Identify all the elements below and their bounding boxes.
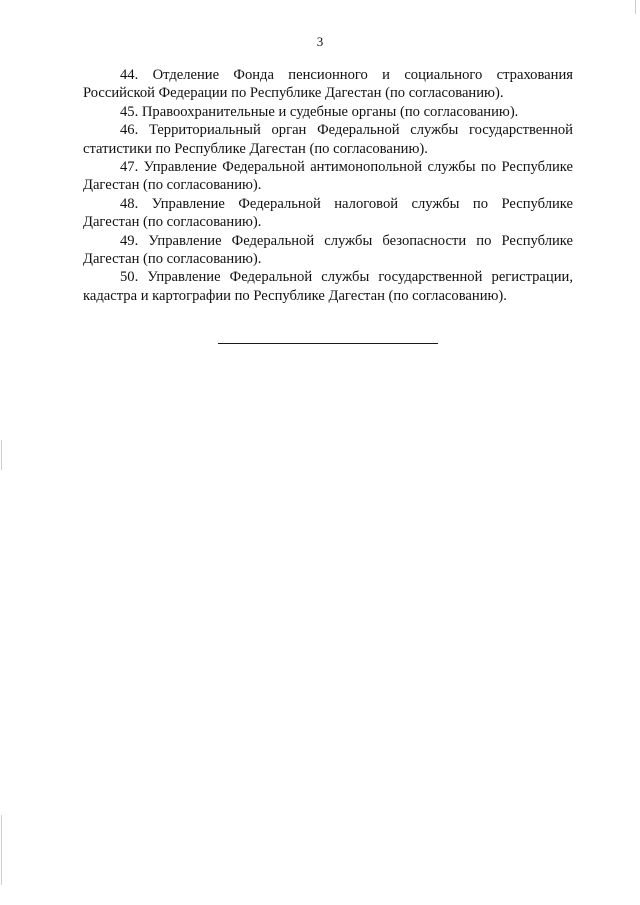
scan-edge-mark	[1, 440, 2, 470]
scan-edge-mark	[1, 815, 2, 885]
organization-list	[83, 66, 573, 305]
list-item: 46. Территориальный орган Федеральной службы государственной статистики по Республике Дагестан (по согласованию).	[83, 122, 573, 157]
list-item: 45. Правоохранительные и судебные органы (по согласованию).	[120, 103, 519, 120]
list-item: 44. Отделение Фонда пенсионного и социального страхования Российской Федерации по Республике Дагестан (по согласованию).	[83, 67, 573, 102]
page-number: 3	[316, 34, 324, 49]
list-item: 48. Управление Федеральной налоговой службы по Республике Дагестан (по согласованию).	[83, 195, 573, 231]
end-of-list-rule	[218, 343, 438, 344]
list-item: 49. Управление Федеральной службы безопасности по Республике Дагестан (по согласованию).	[83, 232, 573, 268]
list-item: 47. Управление Федеральной антимонопольной службы по Республике Дагестан (по согласованию).	[83, 159, 573, 194]
list-item: 50. Управление Федеральной службы государственной регистрации, кадастра и картографии по Республике Дагестан (по согласованию).	[83, 269, 573, 304]
scan-edge-mark	[635, 0, 636, 14]
